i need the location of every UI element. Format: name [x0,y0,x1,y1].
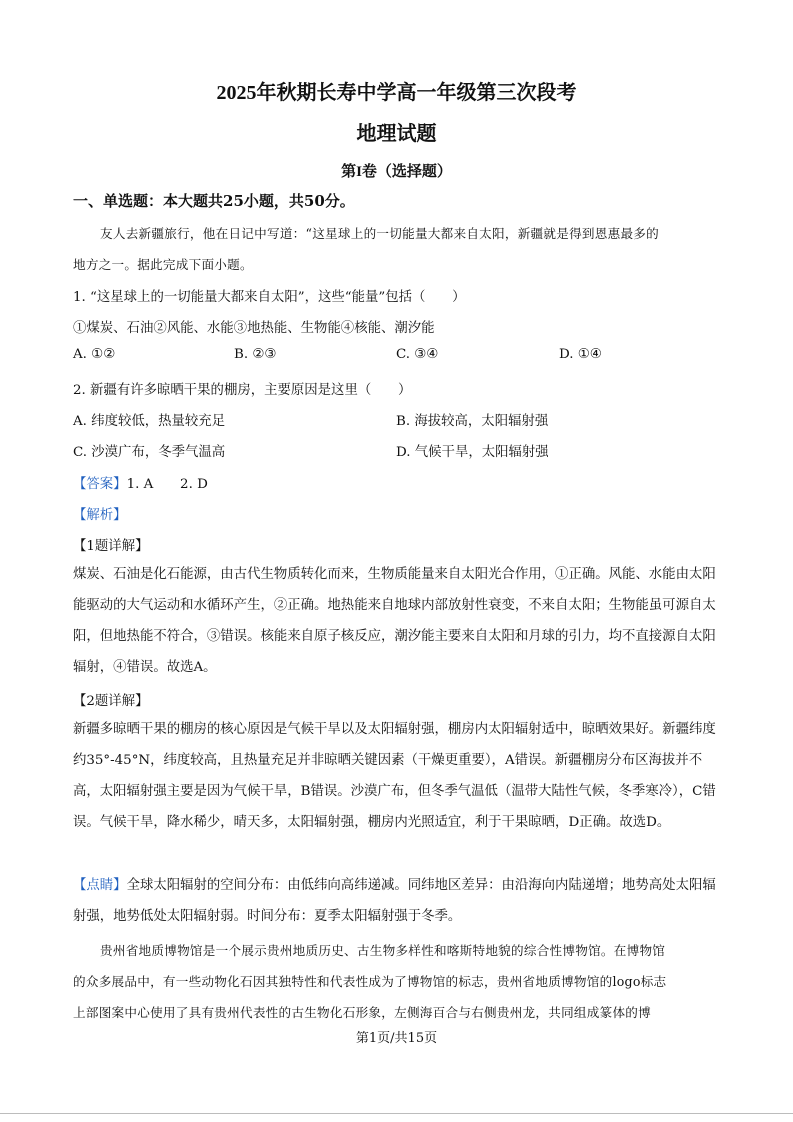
page-number: 第1页/共15页 [355,1031,438,1046]
tip-text: 全球太阳辐射的空间分布：由低纬向高纬递减。同纬地区差异：由沿海向内陆递增；地势高处太阳辐射强，地势低处太阳辐射弱。时间分布：夏季太阳辐射强于冬季。 [73,878,716,924]
page-bottom-divider [0,1113,793,1114]
answer-line [73,473,723,492]
q2-stem: 2. 新疆有许多晾晒干果的棚房，主要原因是这里（ ） [73,383,412,398]
intro1-line2: 地方之一。据此完成下面小题。 [73,257,253,272]
intro2-line2: 的众多展品中，有一些动物化石因其独特性和代表性成为了博物馆的标志，贵州省地质博物馆的logo标志 [73,974,667,989]
q2-option-c: C. 沙漠广布，冬季气温高 [73,445,226,460]
exam-title: 2025年秋期长寿中学高一年级第三次段考 [216,82,577,104]
intro1-line1: 友人去新疆旅行，他在日记中写道：“这星球上的一切能量大都来自太阳，新疆就是得到恩惠最多的 [100,226,659,241]
detail1-label: 【1题详解】 [73,539,149,554]
intro2-line3: 上部图案中心使用了具有贵州代表性的古生物化石形象，左侧海百合与右侧贵州龙，共同组成篆体的博 [73,1005,651,1020]
tip-block [73,870,720,932]
q1-stem: 1. “这星球上的一切能量大都来自太阳”，这些“能量”包括（ ） [73,290,466,305]
tip-label: 【点睛】 [73,878,127,893]
q1-option-a: A. ①② [73,347,116,362]
intro2-line1: 贵州省地质博物馆是一个展示贵州地质历史、古生物多样性和喀斯特地貌的综合性博物馆。在博物馆 [100,943,666,958]
q2-option-a: A. 纬度较低，热量较充足 [73,414,226,429]
detail1-text [73,559,720,683]
detail2-label: 【2题详解】 [73,694,149,709]
detail2-paragraph: 新疆多晾晒干果的棚房的核心原因是气候干旱以及太阳辐射强，棚房内太阳辐射适中，晾晒效果好。新疆纬度约35°-45°N，纬度较高，且热量充足并非晾晒关键因素（干燥更重要），A错误。新疆棚房分布区海拔并不高，太阳辐射强主要是因为气候干旱，B错误。沙漠广布，但冬季气温低（温带大陆性气候，冬季寒冷），C错误。气候干旱，降水稀少，晴天多，太阳辐射强，棚房内光照适宜，利于干果晾晒，D正确。故选D。 [73,722,716,830]
analysis-label: 【解析】 [73,508,127,523]
volume-title: 第I卷（选择题） [341,164,452,180]
q1-option-c: C. ③④ [396,347,439,362]
detail2-text [73,714,720,838]
q1-option-d: D. ①④ [559,347,602,362]
section-heading: 一、单选题：本大题共25小题，共50分。 [73,192,355,210]
answer-label: 【答案】 [73,477,127,492]
q2-option-b: B. 海拔较高，太阳辐射强 [396,414,549,429]
subject-title: 地理试题 [356,123,437,145]
q1-option-b: B. ②③ [234,347,277,362]
answer-content: 1. A 2. D [126,477,208,492]
detail1-paragraph: 煤炭、石油是化石能源，由古代生物质转化而来，生物质能量来自太阳光合作用，①正确。风能、水能由太阳能驱动的大气运动和水循环产生，②正确。地热能来自地球内部放射性衰变，不来自太阳；生物能虽可源自太阳，但地热能不符合，③错误。核能来自原子核反应，潮汐能主要来自太阳和月球的引力，均不直接源自太阳辐射，④错误。故选A。 [73,567,716,675]
q1-items: ①煤炭、石油②风能、水能③地热能、生物能④核能、潮汐能 [73,321,435,336]
q2-option-d: D. 气候干旱，太阳辐射强 [396,445,549,460]
